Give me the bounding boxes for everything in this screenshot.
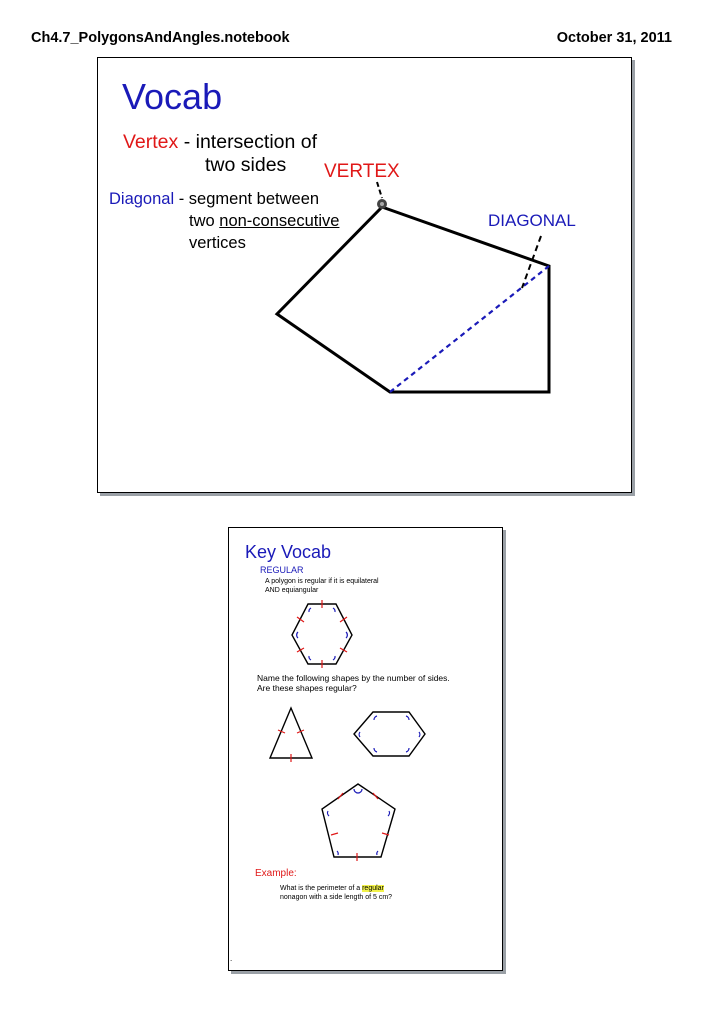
triangle-shape xyxy=(270,708,312,758)
diagonal-definition xyxy=(109,190,319,209)
regular-definition-line1: A polygon is regular if it is equilateral xyxy=(265,578,379,585)
vertex-def-line2: two sides xyxy=(205,154,287,176)
diagonal-def-line2: two non-consecutive xyxy=(189,212,340,230)
diagonal-callout: DIAGONAL xyxy=(488,211,576,230)
question-line2: Are these shapes regular? xyxy=(257,683,357,693)
diagonal-line xyxy=(390,266,549,392)
vertex-pointer xyxy=(377,182,382,198)
notebook-filename: Ch4.7_PolygonsAndAngles.notebook xyxy=(31,30,290,46)
regular-polygons-figure xyxy=(229,528,502,970)
regular-highlight: regular xyxy=(362,885,384,892)
regular-pentagon xyxy=(322,784,395,857)
diagonal-def-line3: vertices xyxy=(189,234,246,252)
regular-hexagon xyxy=(292,604,352,664)
key-vocab-title: Key Vocab xyxy=(245,542,332,562)
header-date: October 31, 2011 xyxy=(556,30,672,46)
diagonal-term: Diagonal xyxy=(109,190,175,208)
slide-title: Vocab xyxy=(122,76,223,117)
diagonal-def-line1: - segment between xyxy=(174,190,320,208)
non-consecutive-term: non-consecutive xyxy=(219,212,340,230)
regular-subtitle: REGULAR xyxy=(260,565,304,575)
regular-definition-line2: AND equiangular xyxy=(265,587,319,594)
vertex-def-line1: - intersection of xyxy=(178,131,318,153)
vertex-term: Vertex xyxy=(123,131,179,153)
vertex-definition xyxy=(123,131,317,154)
example-question-line2: nonagon with a side length of 5 cm? xyxy=(280,894,393,901)
vertex-callout: VERTEX xyxy=(324,161,400,182)
pentagon-outline xyxy=(277,207,549,392)
example-question: What is the perimeter of a regular xyxy=(280,885,384,892)
key-vocab-slide xyxy=(228,527,503,971)
footer-mark: . xyxy=(230,954,233,963)
pentagon-diagram xyxy=(98,58,631,492)
question-line1: Name the following shapes by the number of sides. xyxy=(257,673,450,683)
example-label: Example: xyxy=(255,868,297,879)
vocab-slide xyxy=(97,57,632,493)
irregular-hexagon xyxy=(354,712,425,756)
